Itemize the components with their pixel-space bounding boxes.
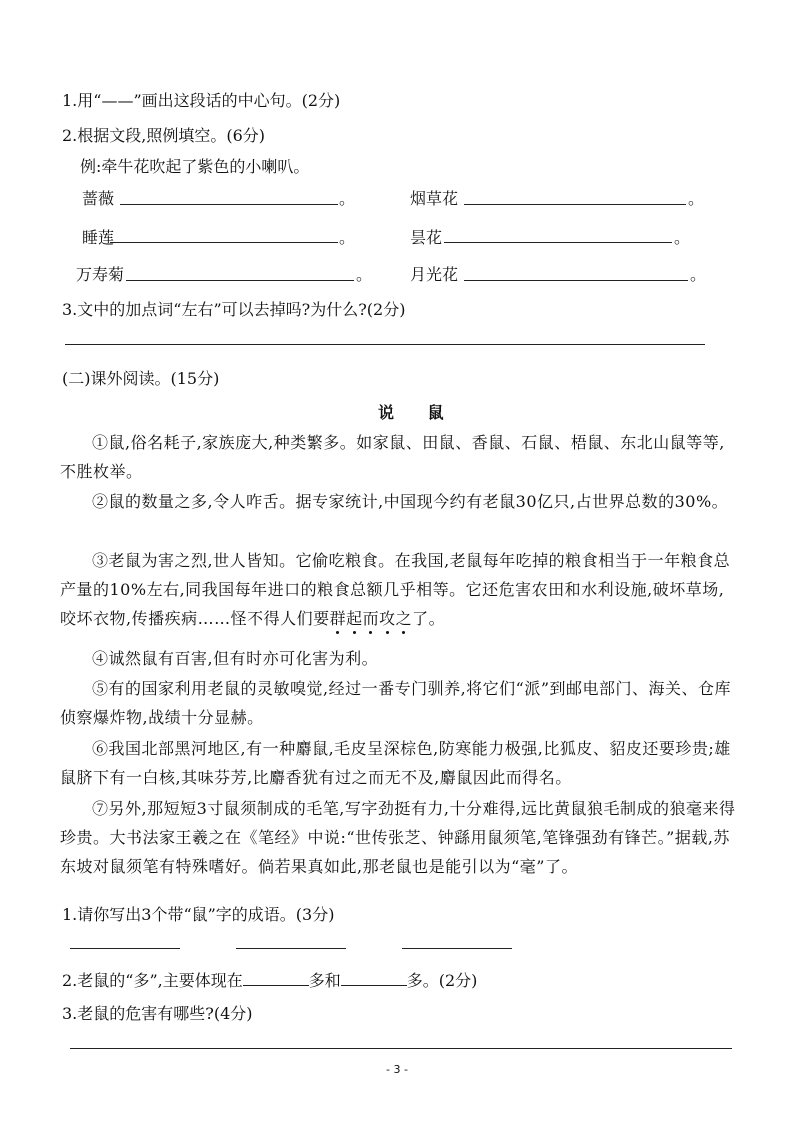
fill-blank[interactable] xyxy=(120,204,338,205)
answer-line[interactable] xyxy=(65,344,705,345)
answer-blank[interactable] xyxy=(341,971,407,986)
fill-end: 。 xyxy=(356,265,373,284)
emphasis-char: 攻 xyxy=(379,609,396,628)
rq2-part-b: 多和 xyxy=(308,971,341,990)
fill-blank[interactable] xyxy=(464,280,688,281)
fill-label: 蔷薇 xyxy=(82,189,115,208)
fill-label: 月光花 xyxy=(410,265,459,284)
fill-end: 。 xyxy=(688,189,705,208)
article-title: 说 鼠 xyxy=(378,403,458,422)
fill-label: 睡莲 xyxy=(82,228,115,247)
fill-label: 烟草花 xyxy=(410,189,459,208)
paragraph-7: ⑦另外,那短短3寸鼠须制成的毛笔,写字劲挺有力,十分难得,远比黄鼠狼毛制成的狼毫来得珍贵。大书法家王羲之在《笔经》中说:“世传张芝、钟繇用鼠须笔,笔锋强劲有锋芒。”据载,苏东坡对鼠须笔有特殊嗜好。倘若果真如此,那老鼠也是能引以为“毫”了。 xyxy=(60,799,736,876)
emphasis-char: 起 xyxy=(346,609,363,628)
answer-line[interactable] xyxy=(70,1048,732,1049)
paragraph-4: ④诚然鼠有百害,但有时亦可化害为利。 xyxy=(92,649,379,668)
fill-blank[interactable] xyxy=(110,242,338,243)
reading-question-3: 3.老鼠的危害有哪些?(4分) xyxy=(62,1004,253,1023)
question-2: 2.根据文段,照例填空。(6分) xyxy=(62,126,266,145)
answer-blank[interactable] xyxy=(402,948,512,949)
answer-blank[interactable] xyxy=(236,948,346,949)
example-sentence: 例:牵牛花吹起了紫色的小喇叭。 xyxy=(80,157,310,176)
paragraph-6: ⑥我国北部黑河地区,有一种麝鼠,毛皮呈深棕色,防寒能力极强,比狐皮、貂皮还要珍贵;雄鼠脐下有一白核,其味芬芳,比麝香犹有过之而无不及,麝鼠因此而得名。 xyxy=(60,739,731,787)
emphasis-char: 群 xyxy=(329,609,347,628)
fill-label: 万寿菊 xyxy=(76,265,125,284)
fill-end: 。 xyxy=(674,228,691,247)
fill-label: 昙花 xyxy=(410,228,443,247)
paragraph-3-end: 了。 xyxy=(412,609,446,628)
paragraph-3 xyxy=(60,546,740,633)
answer-blank[interactable] xyxy=(70,948,180,949)
answer-blank[interactable] xyxy=(243,971,309,986)
paragraph-1: ①鼠,俗名耗子,家族庞大,种类繁多。如家鼠、田鼠、香鼠、石鼠、梧鼠、东北山鼠等等,不胜枚举。 xyxy=(60,433,725,481)
fill-blank[interactable] xyxy=(464,204,686,205)
rq2-part-c: 多。(2分) xyxy=(406,971,478,990)
page-number: - 3 - xyxy=(386,1063,408,1076)
fill-end: 。 xyxy=(690,265,707,284)
fill-end: 。 xyxy=(339,189,356,208)
question-3: 3.文中的加点词“左右”可以去掉吗?为什么?(2分) xyxy=(62,300,406,319)
emphasis-char: 之 xyxy=(395,609,413,628)
question-1: 1.用“——”画出这段话的中心句。(2分) xyxy=(62,91,341,110)
paragraph-5: ⑤有的国家利用老鼠的灵敏嗅觉,经过一番专门驯养,将它们“派”到邮电部门、海关、仓库侦察爆炸物,战绩十分显赫。 xyxy=(60,679,732,727)
fill-end: 。 xyxy=(339,228,356,247)
reading-question-1: 1.请你写出3个带“鼠”字的成语。(3分) xyxy=(62,905,335,924)
paragraph-3-text: ③老鼠为害之烈,世人皆知。它偷吃粮食。在我国,老鼠每年吃掉的粮食相当于一年粮食总产量的10%左右,同我国每年进口的粮食总额几乎相等。它还危害农田和水利设施,破坏草场,咬坏衣物,传播疾病……怪不得人们要 xyxy=(60,551,731,628)
fill-blank[interactable] xyxy=(444,242,672,243)
fill-blank[interactable] xyxy=(126,280,354,281)
reading-question-2 xyxy=(62,968,477,991)
paragraph-2: ②鼠的数量之多,令人咋舌。据专家统计,中国现今约有老鼠30亿只,占世界总数的30%。 xyxy=(92,492,729,511)
emphasis-char: 而 xyxy=(362,609,380,628)
section-heading: (二)课外阅读。(15分) xyxy=(62,369,220,388)
rq2-part-a: 2.老鼠的“多”,主要体现在 xyxy=(62,971,243,990)
